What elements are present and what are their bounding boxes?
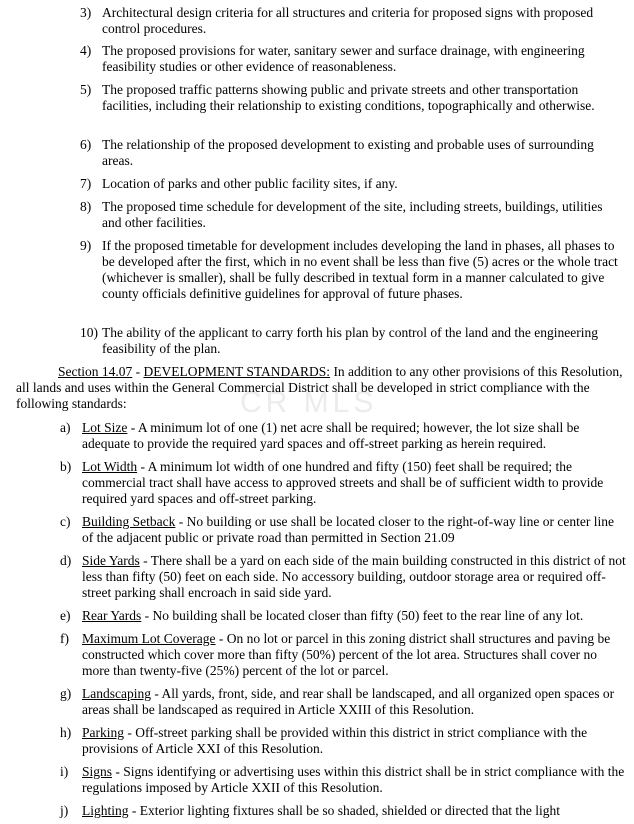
standard-term: Landscaping (82, 686, 151, 701)
standard-rear-yards (60, 608, 626, 624)
standard-text: - Exterior lighting fixtures shall be so shaded, shielded or directed that the light (128, 803, 561, 818)
item-text: The ability of the applicant to carry forth his plan by control of the land and the engineering feasibility of the plan. (102, 325, 598, 356)
section-title: DEVELOPMENT STANDARDS: (143, 364, 331, 379)
item-text: Architectural design criteria for all structures and criteria for proposed signs with proposed control procedures. (102, 5, 594, 36)
standard-term: Side Yards (82, 553, 140, 568)
list-item-8 (80, 199, 625, 231)
standard-letter: b) (60, 459, 72, 474)
standard-letter: j) (60, 803, 69, 818)
item-number: 10) (80, 325, 98, 340)
standard-term: Maximum Lot Coverage (82, 631, 216, 646)
item-text: If the proposed timetable for development includes developing the land in phases, all phases to be developed after the first, which in no event shall be less than five (5) acres or the whole tract (whichever is smaller), shall be fully described in textual form in a manner calculated to give county officials definitive guidelines for approval of future phases. (102, 238, 618, 301)
standard-term: Lighting (82, 803, 129, 818)
item-text: Location of parks and other public facility sites, if any. (102, 176, 398, 191)
standard-text: - On no lot or parcel in this zoning district shall structures and paving be constructed which cover more than fifty (50%) percent of the lot area. Structures shall cover no more than twenty-five (25%) percent of the lot or parcel. (82, 631, 611, 678)
standard-parking (60, 725, 626, 757)
standard-lighting (60, 803, 626, 819)
standard-letter: c) (60, 514, 71, 529)
item-number: 7) (80, 176, 92, 191)
standard-landscaping (60, 686, 626, 718)
list-item-10 (80, 325, 625, 357)
standard-text: - No building or use shall be located closer to the right-of-way line or center line of the adjacent public or private road than permitted in Section 21.09 (82, 514, 614, 545)
standard-lot-width (60, 459, 626, 507)
item-number: 3) (80, 5, 92, 20)
standard-letter: i) (60, 764, 69, 779)
standard-text: - No building shall be located closer than fifty (50) feet to the rear line of any lot. (141, 608, 584, 623)
standard-text: - Off-street parking shall be provided within this district in strict compliance with the provisions of Article XXI of this Resolution. (82, 725, 588, 756)
item-number: 9) (80, 238, 92, 253)
section-separator: - (132, 364, 144, 379)
standard-text: - There shall be a yard on each side of the main building constructed in this district of not less than fifty (50) feet on each side. No accessory building, outdoor storage area or required off-street parking shall encroach in said side yard. (82, 553, 626, 600)
standard-term: Parking (82, 725, 124, 740)
list-item-3 (80, 5, 625, 37)
item-number: 8) (80, 199, 92, 214)
standard-letter: g) (60, 686, 72, 701)
item-text: The proposed time schedule for development of the site, including streets, buildings, utilities and other facilities. (102, 199, 603, 230)
standard-letter: e) (60, 608, 71, 623)
item-text: The proposed traffic patterns showing public and private streets and other transportation facilities, including their relationship to existing conditions, topographically and otherwise. (102, 82, 595, 113)
standard-signs (60, 764, 626, 796)
standard-term: Building Setback (82, 514, 176, 529)
standard-letter: a) (60, 420, 71, 435)
standard-term: Lot Width (82, 459, 138, 474)
item-text: The proposed provisions for water, sanitary sewer and surface drainage, with engineering feasibility studies or other evidence of reasonableness. (102, 43, 585, 74)
item-text: The relationship of the proposed development to existing and probable uses of surrounding areas. (102, 137, 594, 168)
standard-letter: d) (60, 553, 72, 568)
list-item-7 (80, 176, 625, 192)
standard-term: Signs (82, 764, 113, 779)
standard-lot-size (60, 420, 626, 452)
standard-text: - All yards, front, side, and rear shall be landscaped, and all organized open spaces or areas shall be landscaped as required in Article XXIII of this Resolution. (82, 686, 615, 717)
watermark: CR MLS (240, 386, 378, 419)
standard-text: - Signs identifying or advertising uses within this district shall be in strict compliance with the regulations imposed by Article XXII of this Resolution. (82, 764, 625, 795)
standard-building-setback (60, 514, 626, 546)
item-number: 5) (80, 82, 92, 97)
standard-text: - A minimum lot width of one hundred and fifty (150) feet shall be required; the commercial tract shall have access to approved streets and shall be of sufficient width to provide required yard spaces and off-street parking. (82, 459, 604, 506)
standard-letter: h) (60, 725, 72, 740)
standard-term: Rear Yards (82, 608, 142, 623)
list-item-5 (80, 82, 625, 114)
section-intro: In addition to any other provisions of this Resolution, all lands and uses within the General Commercial District shall be developed in strict compliance with the following standards: (16, 364, 623, 411)
standard-text: - A minimum lot of one (1) net acre shall be required; however, the lot size shall be adequate to provide the required yard spaces and off-street parking as herein required. (82, 420, 580, 451)
standard-term: Lot Size (82, 420, 128, 435)
item-number: 6) (80, 137, 92, 152)
list-item-6 (80, 137, 625, 169)
list-item-9 (80, 238, 625, 302)
item-number: 4) (80, 43, 92, 58)
section-number: Section 14.07 (58, 364, 133, 379)
list-item-4 (80, 43, 625, 75)
standard-max-lot-coverage (60, 631, 626, 679)
standard-side-yards (60, 553, 626, 601)
section-heading (16, 364, 626, 419)
standard-letter: f) (60, 631, 69, 646)
